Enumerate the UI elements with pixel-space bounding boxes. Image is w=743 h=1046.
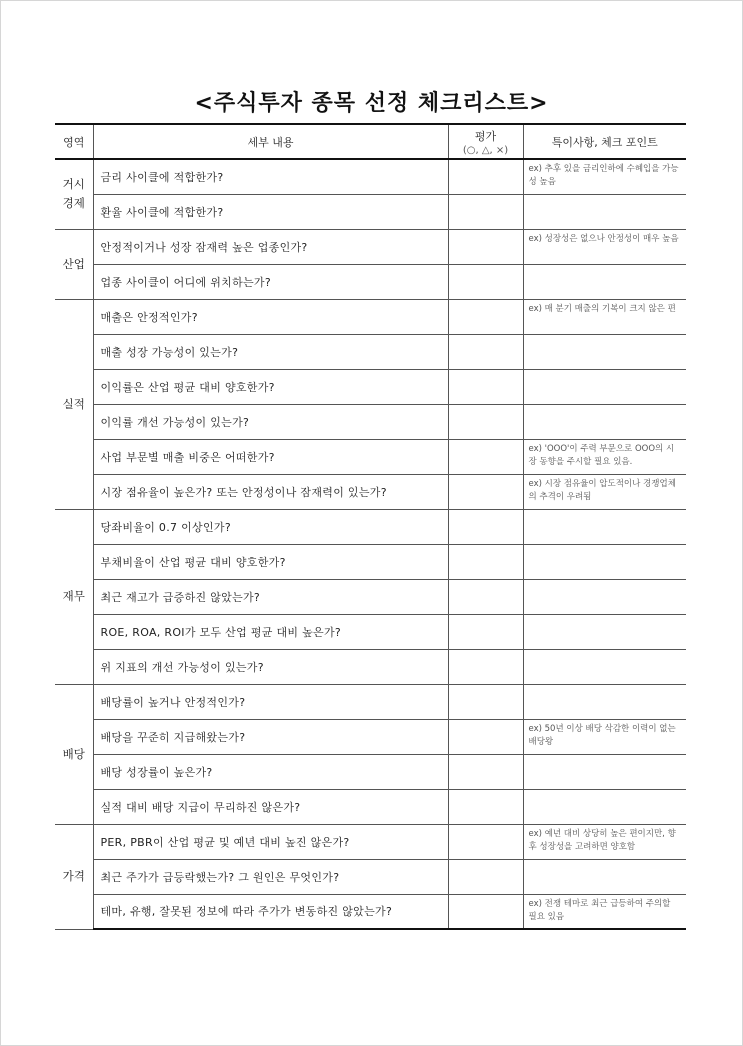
- table-row: [55, 509, 686, 544]
- detail-cell: 업종 사이클이 어디에 위치하는가?: [93, 264, 448, 299]
- table-row: [55, 894, 686, 929]
- eval-cell[interactable]: [448, 719, 523, 754]
- table-row: [55, 229, 686, 264]
- table-row: [55, 684, 686, 719]
- note-cell[interactable]: [523, 859, 686, 894]
- note-cell[interactable]: ex) 전쟁 테마로 최근 급등하여 주의할 필요 있음: [523, 894, 686, 929]
- checklist-table: [55, 123, 686, 930]
- eval-cell[interactable]: [448, 439, 523, 474]
- note-cell[interactable]: ex) 'OOO'이 주력 부문으로 OOO의 시장 동향을 주시할 필요 있음.: [523, 439, 686, 474]
- header-eval: [448, 124, 523, 159]
- table-row: [55, 299, 686, 334]
- detail-cell: 안정적이거나 성장 잠재력 높은 업종인가?: [93, 229, 448, 264]
- note-cell[interactable]: [523, 684, 686, 719]
- table-row: [55, 334, 686, 369]
- detail-cell: 이익률은 산업 평균 대비 양호한가?: [93, 369, 448, 404]
- detail-cell: PER, PBR이 산업 평균 및 예년 대비 높진 않은가?: [93, 824, 448, 859]
- eval-cell[interactable]: [448, 894, 523, 929]
- eval-cell[interactable]: [448, 544, 523, 579]
- checklist-body: [55, 159, 686, 929]
- eval-cell[interactable]: [448, 474, 523, 509]
- area-cell: 가격: [55, 824, 93, 929]
- note-cell[interactable]: [523, 509, 686, 544]
- detail-cell: 최근 재고가 급증하진 않았는가?: [93, 579, 448, 614]
- detail-cell: 금리 사이클에 적합한가?: [93, 159, 448, 194]
- table-row: [55, 474, 686, 509]
- header-eval-marks: (○, △, ×): [462, 144, 509, 156]
- eval-cell[interactable]: [448, 369, 523, 404]
- eval-cell[interactable]: [448, 684, 523, 719]
- table-row: [55, 264, 686, 299]
- table-row: [55, 719, 686, 754]
- note-cell[interactable]: ex) 매 분기 매출의 기복이 크지 않은 편: [523, 299, 686, 334]
- detail-cell: 실적 대비 배당 지급이 무리하진 않은가?: [93, 789, 448, 824]
- table-row: [55, 194, 686, 229]
- eval-cell[interactable]: [448, 404, 523, 439]
- detail-cell: 시장 점유율이 높은가? 또는 안정성이나 잠재력이 있는가?: [93, 474, 448, 509]
- eval-cell[interactable]: [448, 159, 523, 194]
- note-cell[interactable]: ex) 예년 대비 상당히 높은 편이지만, 향후 성장성을 고려하면 양호함: [523, 824, 686, 859]
- header-detail: 세부 내용: [93, 124, 448, 159]
- note-cell[interactable]: [523, 579, 686, 614]
- eval-cell[interactable]: [448, 509, 523, 544]
- area-cell: 재무: [55, 509, 93, 684]
- eval-cell[interactable]: [448, 194, 523, 229]
- table-row: [55, 859, 686, 894]
- eval-cell[interactable]: [448, 824, 523, 859]
- table-row: [55, 404, 686, 439]
- note-cell[interactable]: [523, 544, 686, 579]
- detail-cell: 부채비율이 산업 평균 대비 양호한가?: [93, 544, 448, 579]
- table-row: [55, 579, 686, 614]
- area-cell: 실적: [55, 299, 93, 509]
- detail-cell: 배당 성장률이 높은가?: [93, 754, 448, 789]
- note-cell[interactable]: [523, 369, 686, 404]
- note-cell[interactable]: ex) 성장성은 없으나 안정성이 매우 높음: [523, 229, 686, 264]
- eval-cell[interactable]: [448, 614, 523, 649]
- note-cell[interactable]: [523, 404, 686, 439]
- detail-cell: 배당률이 높거나 안정적인가?: [93, 684, 448, 719]
- table-row: [55, 614, 686, 649]
- detail-cell: 당좌비율이 0.7 이상인가?: [93, 509, 448, 544]
- note-cell[interactable]: [523, 789, 686, 824]
- header-row: [55, 124, 686, 159]
- table-row: [55, 544, 686, 579]
- table-row: [55, 824, 686, 859]
- note-cell[interactable]: ex) 시장 점유율이 압도적이나 경쟁업체의 추격이 우려됨: [523, 474, 686, 509]
- table-row: [55, 439, 686, 474]
- detail-cell: 환율 사이클에 적합한가?: [93, 194, 448, 229]
- detail-cell: 매출 성장 가능성이 있는가?: [93, 334, 448, 369]
- detail-cell: 이익률 개선 가능성이 있는가?: [93, 404, 448, 439]
- detail-cell: ROE, ROA, ROI가 모두 산업 평균 대비 높은가?: [93, 614, 448, 649]
- eval-cell[interactable]: [448, 789, 523, 824]
- header-eval-label: 평가: [474, 129, 497, 143]
- detail-cell: 매출은 안정적인가?: [93, 299, 448, 334]
- header-area: 영역: [55, 124, 93, 159]
- detail-cell: 배당을 꾸준히 지급해왔는가?: [93, 719, 448, 754]
- note-cell[interactable]: ex) 추후 있을 금리인하에 수혜입을 가능성 높음: [523, 159, 686, 194]
- table-row: [55, 789, 686, 824]
- eval-cell[interactable]: [448, 579, 523, 614]
- detail-cell: 최근 주가가 급등락했는가? 그 원인은 무엇인가?: [93, 859, 448, 894]
- eval-cell[interactable]: [448, 649, 523, 684]
- note-cell[interactable]: [523, 614, 686, 649]
- note-cell[interactable]: ex) 50년 이상 배당 삭감한 이력이 없는 배당왕: [523, 719, 686, 754]
- detail-cell: 테마, 유행, 잘못된 정보에 따라 주가가 변동하진 않았는가?: [93, 894, 448, 929]
- area-cell: 산업: [55, 229, 93, 299]
- table-row: [55, 754, 686, 789]
- note-cell[interactable]: [523, 754, 686, 789]
- eval-cell[interactable]: [448, 859, 523, 894]
- table-row: [55, 159, 686, 194]
- area-cell: 배당: [55, 684, 93, 824]
- detail-cell: 위 지표의 개선 가능성이 있는가?: [93, 649, 448, 684]
- note-cell[interactable]: [523, 334, 686, 369]
- table-row: [55, 369, 686, 404]
- eval-cell[interactable]: [448, 229, 523, 264]
- note-cell[interactable]: [523, 264, 686, 299]
- eval-cell[interactable]: [448, 334, 523, 369]
- eval-cell[interactable]: [448, 754, 523, 789]
- note-cell[interactable]: [523, 649, 686, 684]
- note-cell[interactable]: [523, 194, 686, 229]
- area-cell: 거시 경제: [55, 159, 93, 229]
- eval-cell[interactable]: [448, 264, 523, 299]
- eval-cell[interactable]: [448, 299, 523, 334]
- page-title: <주식투자 종목 선정 체크리스트>: [194, 91, 549, 116]
- table-row: [55, 649, 686, 684]
- detail-cell: 사업 부문별 매출 비중은 어떠한가?: [93, 439, 448, 474]
- header-note: 특이사항, 체크 포인트: [523, 124, 686, 159]
